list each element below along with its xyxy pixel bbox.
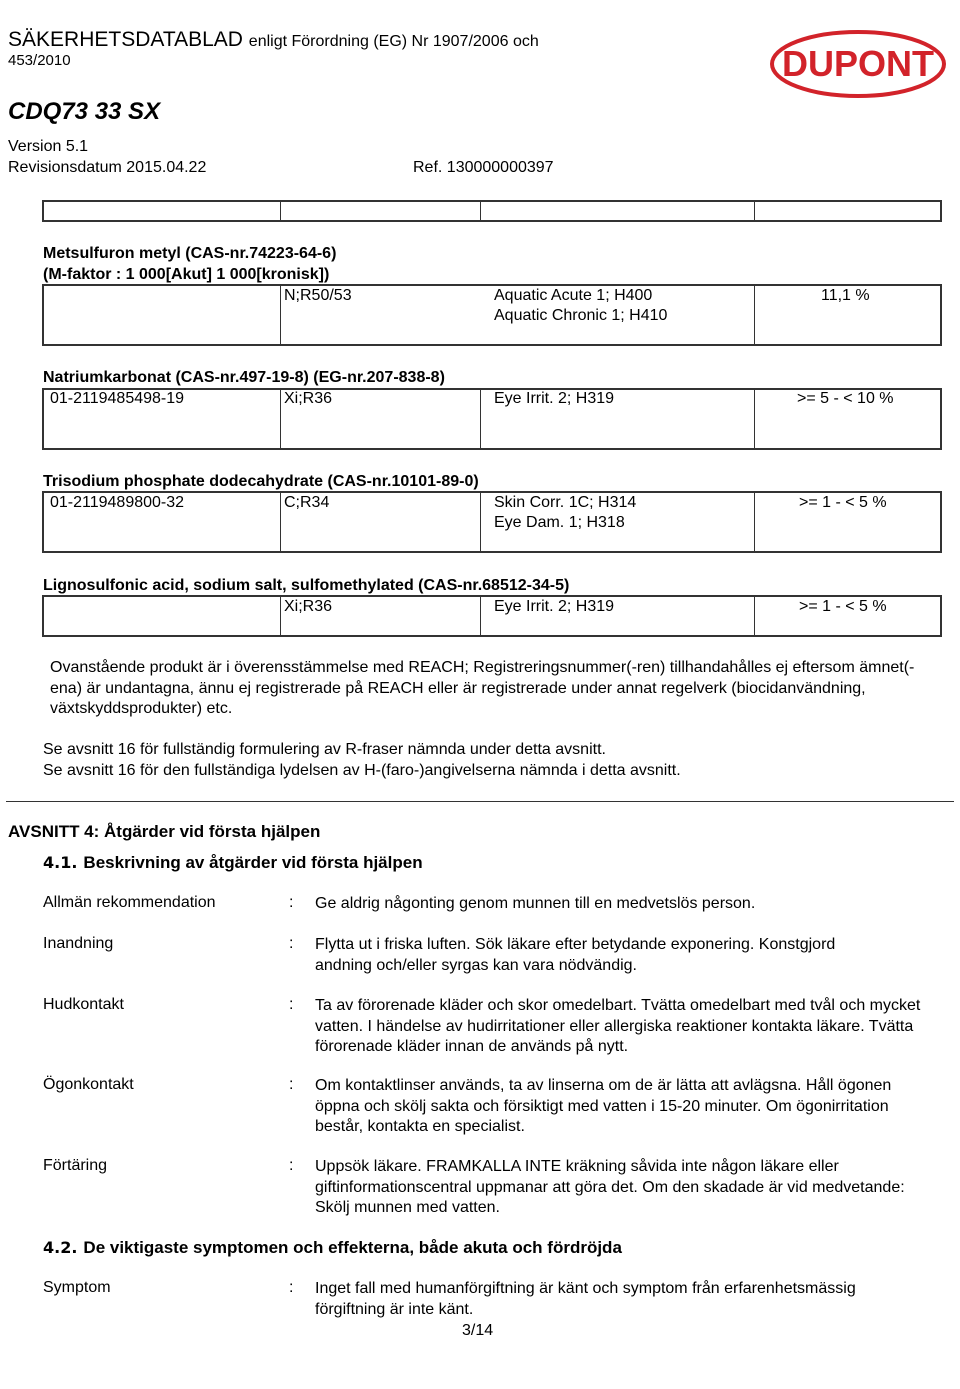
colon: : <box>289 996 294 1013</box>
subsection-4-2 <box>43 1238 622 1258</box>
h-statement: Skin Corr. 1C; H314 <box>494 494 637 511</box>
colon: : <box>289 1157 294 1174</box>
h-statement: Eye Dam. 1; H318 <box>494 514 625 531</box>
colon: : <box>289 894 294 911</box>
concentration: 11,1 % <box>821 287 870 304</box>
reach-note: Ovanstående produkt är i överensstämmelse med REACH; Registreringsnummer(-ren) tillhandahålles ej eftersom ämnet(-ena) är undantagna, ännu ej registrerade på REACH eller är registrerade under annat regelverk (biocidanvändning, växtskyddsprodukter) etc. <box>50 659 915 717</box>
h-statement: Aquatic Chronic 1; H410 <box>494 307 668 324</box>
r-phrase: Xi;R36 <box>284 390 333 407</box>
product-name: CDQ73 33 SX <box>8 98 161 125</box>
subsection-number: 4.2. <box>43 1238 78 1257</box>
colon: : <box>289 1076 294 1093</box>
component-title: Natriumkarbonat (CAS-nr.497-19-8) (EG-nr.207-838-8) <box>43 369 445 386</box>
component-row <box>42 284 942 346</box>
first-aid-label: Ögonkontakt <box>43 1076 134 1093</box>
colon: : <box>289 935 294 952</box>
first-aid-text: Uppsök läkare. FRAMKALLA INTE kräkning såvida inte någon läkare eller giftinformationscentral uppmanar att göra det. Om den skadade är vid medvetande: Skölj munnen med vatten. <box>315 1158 905 1216</box>
document-title-line2: 453/2010 <box>8 52 71 69</box>
first-aid-text: Flytta ut i friska luften. Sök läkare efter betydande exponering. Konstgjord andning och/eller syrgas kan vara nödvändig. <box>315 936 836 974</box>
first-aid-text: Ge aldrig någonting genom munnen till en medvetslös person. <box>315 895 756 912</box>
concentration: >= 1 - < 5 % <box>799 494 887 511</box>
page-number: 3/14 <box>462 1322 494 1339</box>
subsection-number: 4.1. <box>43 853 78 872</box>
dupont-logo <box>768 28 948 100</box>
section-divider <box>6 801 954 802</box>
concentration: >= 1 - < 5 % <box>799 598 887 615</box>
component-title: Metsulfuron metyl (CAS-nr.74223-64-6) <box>43 245 337 262</box>
h-statement: Eye Irrit. 2; H319 <box>494 598 615 615</box>
table-row-empty <box>42 200 942 222</box>
document-title <box>8 28 539 52</box>
version: Version 5.1 <box>8 138 89 155</box>
h-statement: Eye Irrit. 2; H319 <box>494 390 615 407</box>
symptom-text: Inget fall med humanförgiftning är känt och symptom från erfarenhetsmässig förgiftning är inte känt. <box>315 1280 856 1318</box>
r-phrase: N;R50/53 <box>284 287 352 304</box>
h-phrases-note: Se avsnitt 16 för den fullständiga lydelsen av H-(faro-)angivelserna nämnda i detta avsnitt. <box>43 762 681 779</box>
r-phrase: Xi;R36 <box>284 598 333 615</box>
subsection-title: Beskrivning av åtgärder vid första hjälpen <box>83 853 423 872</box>
symptom-label: Symptom <box>43 1279 111 1296</box>
first-aid-label: Förtäring <box>43 1157 108 1174</box>
registration-number: 01-2119489800-32 <box>50 494 185 511</box>
first-aid-label: Allmän rekommendation <box>43 894 216 911</box>
component-title: Trisodium phosphate dodecahydrate (CAS-nr.10101-89-0) <box>43 473 479 490</box>
colon: : <box>289 1279 294 1296</box>
document-title-main: SÄKERHETSDATABLAD <box>8 28 243 51</box>
first-aid-label: Hudkontakt <box>43 996 124 1013</box>
component-subtitle: (M-faktor : 1 000[Akut] 1 000[kronisk]) <box>43 266 330 283</box>
document-title-regulation: enligt Förordning (EG) Nr 1907/2006 och <box>248 33 539 50</box>
r-phrase: C;R34 <box>284 494 330 511</box>
section-4-title: AVSNITT 4: Åtgärder vid första hjälpen <box>8 822 321 841</box>
concentration: >= 5 - < 10 % <box>797 390 894 407</box>
r-phrases-note: Se avsnitt 16 för fullständig formulering av R-fraser nämnda under detta avsnitt. <box>43 741 606 758</box>
subsection-title: De viktigaste symptomen och effekterna, både akuta och fördröjda <box>83 1238 622 1257</box>
first-aid-label: Inandning <box>43 935 114 952</box>
subsection-4-1 <box>43 853 423 873</box>
reference-number: Ref. 130000000397 <box>413 159 554 176</box>
logo-text: DUPONT <box>782 43 934 84</box>
h-statement: Aquatic Acute 1; H400 <box>494 287 653 304</box>
first-aid-text: Ta av förorenade kläder och skor omedelbart. Tvätta omedelbart med tvål och mycket vatten. I händelse av hudirritationer eller allergiska reaktioner kontakta läkare. Tvätta förorenade kläder innan de används på nytt. <box>315 997 921 1055</box>
registration-number: 01-2119485498-19 <box>50 390 185 407</box>
first-aid-text: Om kontaktlinser används, ta av linserna om de är lätta att avlägsna. Håll ögonen öppna och skölj sakta och försiktigt med vatten i 15-20 minuter. Om ögonirritation består, kontakta en specialist. <box>315 1077 892 1135</box>
component-title: Lignosulfonic acid, sodium salt, sulfomethylated (CAS-nr.68512-34-5) <box>43 577 570 594</box>
revision-date: Revisionsdatum 2015.04.22 <box>8 159 207 176</box>
